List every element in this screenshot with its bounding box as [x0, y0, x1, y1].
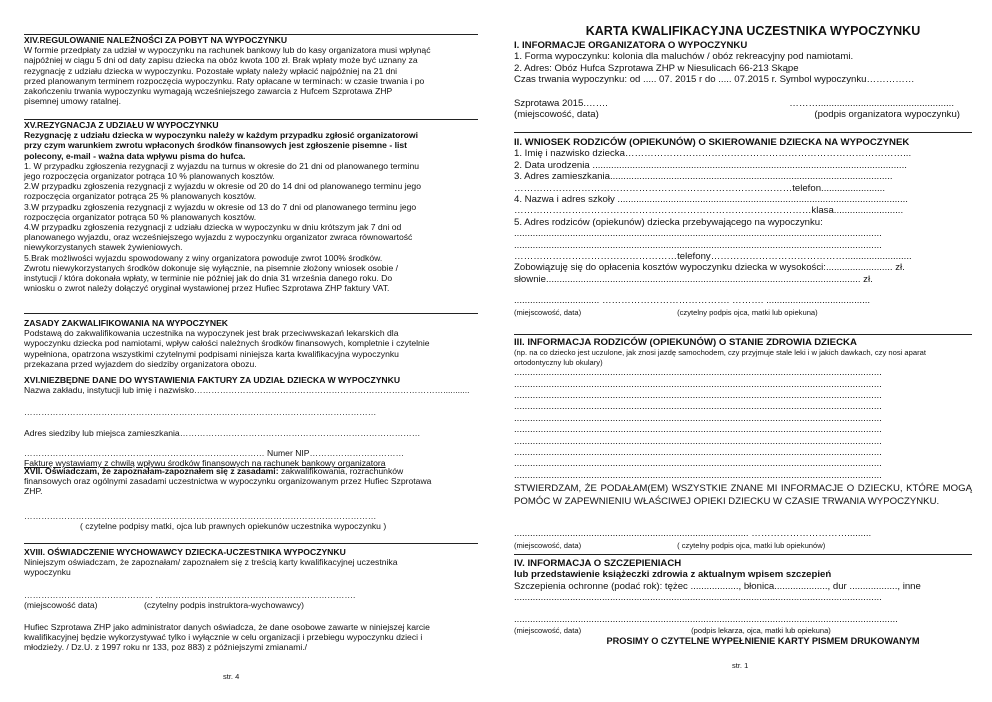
text-line[interactable]: Szczepienia ochronne (podać rok): tężec .................., błonica...................., dur .................., inne	[514, 580, 921, 592]
text-line: 1. Forma wypoczynku: kolonia dla maluchów / obóz rekreacyjny pod namiotami.	[514, 51, 854, 63]
text-line: Rezygnację z udziału dziecka w wypoczynku należy w każdym przypadku zgłosić organizatorowi	[24, 130, 418, 141]
text-line: planowanego wyjazdu, oraz wcześniejszego wyjazdu z wypoczynku organizator zwraca równowartość	[24, 232, 413, 243]
text-line[interactable]: 1. Imię i nazwisko dziecka……………………………………………………………………………...	[514, 148, 912, 160]
section-17-heading: XVII. Oświadczam, że zapoznałam-zapoznałem się z zasadami:	[24, 466, 279, 476]
text-line: niewykorzystanych stawek żywieniowych.	[24, 242, 183, 253]
statement: STWIERDZAM, ŻE PODAŁAM(EM) WSZYSTKIE ZNANE MI INFORMACJE O DZIECKU, KTÓRE MOGĄ POMÓC W ZAPEWNIENIU WŁAŚCIWEJ OPIEKI DZIECKU W CZASIE TRWANIA WYPOCZYNKU.	[514, 483, 972, 507]
text-line: Szprotawa 2015.…….	[514, 97, 608, 109]
text-line: wniosku o zwrot należy dołączyć oryginał wystawionej przez Hufiec Szprotawa ZHP faktury VAT.	[24, 283, 390, 294]
text-line: ZHP.	[24, 486, 43, 497]
text-line: 3.W przypadku zgłoszenia rezygnacji z wyjazdu w okresie od 13 do 7 dni od planowanego terminu jego	[24, 201, 417, 212]
section-14	[24, 34, 478, 106]
text-line	[514, 625, 972, 636]
educator-sign-dots[interactable]: ……………………………………… …………………………………………………………….	[24, 589, 356, 600]
section-15-body	[24, 161, 478, 294]
text-line	[514, 540, 972, 551]
text-line: (np. na co dziecko jest uczulone, jak znosi jazdę samochodem, czy przyjmuje stale leki i w jakich dawkach, czy nosi aparat ortodontyczny lub okulary)	[514, 348, 926, 367]
health-dots[interactable]	[514, 367, 972, 481]
divider	[24, 543, 478, 544]
text-line[interactable]: 2. Data urodzenia ......................................................................................................................	[514, 159, 907, 171]
text-line: 4.W przypadku zgłoszenia rezygnacji z udziału dziecka w wypoczynku w dniu krótszym jak 7 dni od	[24, 222, 402, 233]
text-line: ..........................................................................................................................................	[514, 435, 882, 447]
text-line	[24, 466, 478, 476]
text-line: (miejscowość, data)	[514, 109, 599, 121]
text-line: wypoczynku dziecka pod namiotami, wpływ całości należnych środków finansowych, kompletnie i czytelnie	[24, 338, 430, 349]
section-14-body	[24, 45, 478, 106]
section-15-heading: XV.REZYGNACJA Z UDZIAŁU W WYPOCZYNKU	[24, 120, 219, 130]
text-line: instytucji / która dokonała wpłaty, w terminie nie później jak do dnia 31 września danego roku. Do	[24, 273, 393, 284]
parents-sign-caption: ( czytelne podpisy matki, ojca lub prawnych opiekunów uczestnika wypoczynku )	[80, 520, 387, 531]
invoice-address-field[interactable]: Adres siedziby lub miejsca zamieszkania…………………………………………………………………………	[24, 427, 421, 438]
text-line: (miejscowość data)	[24, 599, 98, 610]
section-17	[24, 466, 478, 531]
section-ii-heading: II. WNIOSEK RODZICÓW (OPIEKUNÓW) O SKIEROWANIE DZIECKA NA WYPOCZYNEK	[514, 137, 910, 148]
section-iv	[514, 554, 972, 648]
text-line: 2. Adres: Obóz Hufca Szprotawa ZHP w Niesulicach 66-213 Skąpe	[514, 62, 799, 74]
text-line: Adres siedziby lub miejsca zamieszkania	[24, 427, 180, 438]
invoice-note: Fakturę wystawiamy z chwilą wpływu środków finansowych na rachunek bankowy organizatora	[24, 458, 386, 469]
text-line: ..........................................................................................................................................	[514, 390, 882, 402]
text-line: Nazwa zakładu, instytucji lub imię i nazwisko	[24, 385, 195, 396]
text-line: przy czym warunkiem zwrotu wpłaconych środków finansowych jest zgłoszenie pisemne - list	[24, 140, 407, 151]
page-number-right: str. 1	[732, 661, 749, 670]
text-line[interactable]: 4. Nazwa i adres szkoły .............................................................................................................	[514, 194, 908, 206]
text-line[interactable]: Zobowiązuję się do opłacenia kosztów wypoczynku dziecka w wysokości:......................... zł.	[514, 262, 905, 274]
text-line: ..........................................................................................................................................	[514, 424, 882, 436]
footer-notice: PROSIMY O CZYTELNE WYPEŁNIENIE KARTY PISMEM DRUKOWANYM	[606, 636, 920, 647]
section-zasady	[24, 313, 478, 369]
section-18	[24, 543, 478, 610]
divider	[514, 554, 972, 555]
text-line: (podpis organizatora wypoczynku)	[814, 109, 960, 121]
text-line: zakończeniu trwania wypoczynku wymagają wcześniejszego zawarcia z Hufcem Szprotawa ZHP	[24, 86, 393, 97]
text-line: ..........................................................................................................................................	[514, 447, 882, 459]
text-line: 5.Brak możliwości wyjazdu spowodowany z winy organizatora powoduje zwrot 100% środków.	[24, 252, 383, 263]
text-line: finansowych oraz ogólnymi zasadami uczestnictwa w wypoczynku organizowanym przez Hufiec Szprotawa	[24, 476, 432, 487]
text-line: ..........................................................................................................................................	[514, 401, 882, 413]
section-18-heading: XVIII. OŚWIADCZENIE WYCHOWAWCY DZIECKA-UCZESTNIKA WYPOCZYNKU	[24, 547, 346, 557]
text-line: (czytelny podpis ojca, matki lub opiekuna)	[677, 307, 818, 317]
text-line: wypoczynku	[24, 567, 71, 578]
text-line: (podpis lekarza, ojca, matki lub opiekuna)	[691, 626, 831, 636]
text-line: 2.W przypadku zgłoszenia rezygnacji z wyjazdu w okresie od 20 do 14 dni od planowanego terminu jego	[24, 181, 421, 192]
section-iii	[514, 334, 972, 551]
text-line: młodzieży. / Dz.U. z 1997 roku nr 133, poz 883) z późniejszymi zmianami./	[24, 642, 308, 653]
page-number-left: str. 4	[223, 672, 240, 681]
gdpr-note	[24, 622, 478, 653]
text-line: ..........................................................................................................................................	[514, 367, 882, 379]
text-line[interactable]: ..........................................................................................................................................	[514, 239, 882, 251]
invoice-nip-field[interactable]: ………………………………………………………………………… Numer NIP……………………………	[24, 447, 405, 458]
text-line[interactable]: …………………………………………………………………………………klasa..........................	[514, 205, 904, 217]
text-line: ..........................................................................................................................................	[514, 469, 882, 481]
form-title: KARTA KWALIFIKACYJNA UCZESTNIKA WYPOCZYNKU	[585, 24, 921, 38]
text-line: jego rozpoczęcia organizator potrąca 10 % planowanych kosztów.	[24, 171, 275, 182]
text-line: (miejscowość, data)	[514, 307, 582, 317]
text-line[interactable]: 3. Adres zamieszkania..........................................................................................................	[514, 171, 893, 183]
text-line[interactable]: ................................................................................................................................................	[514, 613, 898, 625]
invoice-name-dots[interactable]: ……………………………………………………………………………………………………………	[24, 407, 377, 418]
divider	[514, 334, 972, 335]
text-line: 1. W przypadku zgłoszenia rezygnacji z wyjazdu na turnus w okresie do 21 dni od planowanego terminu	[24, 160, 420, 171]
text-line: rozpoczęcia organizator potrąca 25 % planowanych kosztów.	[24, 191, 257, 202]
text-line: ..........................................................................................................................................	[514, 458, 882, 470]
text-line[interactable]: ……………………………………………………………………………telefon........................	[514, 182, 885, 194]
section-16	[24, 375, 478, 468]
parents-sign-dots[interactable]: ……………………………………………………………………………………………………………	[24, 510, 377, 521]
section-14-heading: XIV.REGULOWANIE NALEŻNOŚCI ZA POBYT NA WYPOCZYNKU	[24, 35, 288, 45]
text-line[interactable]: ........................................................................................ ………………………….........	[514, 528, 872, 540]
text-line: zakwalifikowania, rozrachunków	[280, 466, 404, 476]
text-line[interactable]: ..........................................................................................................................................	[514, 592, 882, 604]
text-line	[514, 109, 972, 120]
text-line: Zwrotu niewykorzystanych środków dokonuje się wyłącznie, na pisemnie złożony wniosek osobie /	[24, 262, 399, 273]
text-line: ( czytelny podpis ojca, matki lub opiekunów)	[677, 540, 826, 550]
text-line: przed planowanym terminem rozpoczęcia wypoczynku. Raty opłacane w terminach: w czasie trwania i po	[24, 75, 425, 86]
text-line: polecony, e-mail - ważna data wpływu pisma do hufca.	[24, 150, 246, 161]
text-line: rozpoczęcia organizator potrąca 50 % planowanych kosztów.	[24, 211, 257, 222]
divider	[514, 132, 972, 133]
text-line: przekazana przed wyjazdem do siedziby organizatora obozu.	[24, 358, 257, 369]
text-line: lub przedstawienie książeczki zdrowia z aktualnym wpisem szczepień	[514, 569, 832, 581]
text-line[interactable]: ……………………………………………telefony…………………………………….........................	[514, 251, 912, 263]
text-line: Czas trwania wypoczynku: od ..... 07. 2015 r do ..... 07.2015 r. Symbol wypoczynku……………	[514, 74, 915, 86]
invoice-name-field[interactable]: Nazwa zakładu, instytucji lub imię i nazwisko……………………………………………………………………………...........	[24, 385, 470, 396]
text-line[interactable]: ................................ …………………………………. ………. .......................................	[514, 295, 871, 307]
text-line: Niniejszym oświadczam, że zapoznałam/ zapoznałem się z treścią karty kwalifikacyjnej uczestnika	[24, 557, 398, 568]
text-line: 5. Adres rodziców (opiekunów) dziecka przebywającego na wypoczynku:	[514, 216, 823, 228]
section-i	[514, 40, 972, 120]
divider	[24, 313, 478, 314]
text-line: Numer NIP	[267, 447, 310, 458]
text-line: kwalifikacyjnej będzie wykorzystywać tylko i wyłącznie w celu organizacji i przebiegu wypoczynku dzieci i	[24, 632, 423, 643]
text-line: ..........................................................................................................................................	[514, 412, 882, 424]
section-i-heading: I. INFORMACJE ORGANIZATORA O WYPOCZYNKU	[514, 40, 748, 51]
text-line: wypełniona, opatrzona wszystkimi czytelnymi podpisami niniejsza karta kwalifikacyjna wypoczynku	[24, 348, 399, 359]
text-line: (miejscowość, data)	[514, 540, 582, 550]
section-iii-heading: III. INFORMACJA RODZICÓW (OPIEKUNÓW) O STANIE ZDROWIA DZIECKA	[514, 337, 857, 348]
text-line: rezygnację z udziału dziecka w wypoczynku. Pozostałe wpłaty należy wpłacić najpóźniej na 21 dni	[24, 65, 398, 76]
text-line: (czytelny podpis instruktora-wychowawcy)	[144, 599, 304, 610]
text-line: ..........................................................................................................................................	[514, 378, 882, 390]
text-line[interactable]: ………...................................................	[789, 97, 954, 109]
text-line: pisemnej umowy ratalnej.	[24, 96, 121, 107]
section-iv-heading: IV. INFORMACJA O SZCZEPIENIACH	[514, 558, 682, 569]
text-line	[514, 307, 972, 318]
section-15	[24, 119, 478, 293]
section-ii	[514, 132, 972, 318]
text-line[interactable]: ..........................................................................................................................................	[514, 228, 882, 240]
section-15-bold	[24, 130, 478, 161]
zasady-heading: ZASADY ZAKWALIFIKOWANIA NA WYPOCZYNEK	[24, 318, 229, 328]
text-line	[514, 98, 972, 109]
text-line: (miejscowość, data)	[514, 626, 582, 636]
section-16-heading: XVI.NIEZBĘDNE DANE DO WYSTAWIENIA FAKTURY ZA UDZIAŁ DZIECKA W WYPOCZYNKU	[24, 375, 401, 385]
text-line: najpóźniej w ciągu 5 dni od daty zapisu dziecka na obóz kwota 100 zł. Brak wpłaty może być uznany za	[24, 55, 418, 66]
text-line[interactable]: słownie...................................................................................................................... zł.	[514, 273, 873, 285]
text-line: Hufiec Szprotawa ZHP jako administrator danych oświadcza, że dane osobowe zawarte w niniejszej karcie	[24, 622, 430, 632]
text-line: Podstawą do zakwalifikowania uczestnika na wypoczynek jest brak przeciwwskazań lekarskich dla	[24, 328, 399, 339]
text-line: W formie przedpłaty za udział w wypoczynku na rachunek bankowy lub do kasy organizatora musi wpłynąć	[24, 45, 431, 56]
text-line	[24, 600, 304, 610]
